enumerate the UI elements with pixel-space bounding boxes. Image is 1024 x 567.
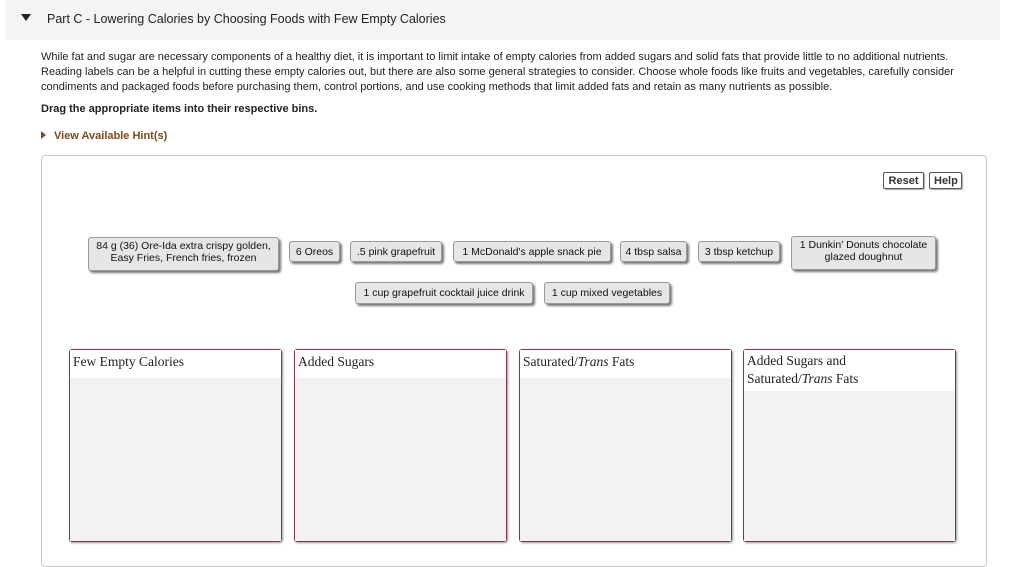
drag-item-ore-ida-fries[interactable] bbox=[88, 237, 279, 271]
drag-item-dunkin-doughnut[interactable] bbox=[791, 236, 936, 270]
instruction-text: Drag the appropriate items into their respective bins. bbox=[41, 103, 318, 115]
bin-title: Saturated/Trans Fats bbox=[520, 350, 731, 378]
bin-title: Added Sugars bbox=[295, 350, 506, 378]
bin-drop-area[interactable] bbox=[295, 378, 506, 541]
collapse-arrow-icon[interactable] bbox=[21, 14, 31, 21]
item-line: 84 g (36) Ore-Ida extra crispy golden, bbox=[96, 240, 271, 252]
italic-trans: Trans bbox=[801, 371, 833, 386]
bin-drop-area[interactable] bbox=[744, 391, 955, 541]
reset-button[interactable]: Reset bbox=[883, 172, 924, 189]
bin-added-sugars-and-saturated-trans-fats[interactable] bbox=[743, 349, 956, 542]
intro-text: While fat and sugar are necessary components of a healthy diet, it is important to limit intake of empty calories from added sugars and solid fats that provide little to no additional nutrients. Reading labels can be a helpful in cutting these empty calories out, but there are also some general strategies to consider. Choose whole foods like fruits and vegetables, carefully consider condiments and packaged foods before purchasing them, control portions, and use cooking methods that limit added fats and retain as many nutrients as possible. bbox=[41, 51, 954, 93]
drag-item-salsa[interactable]: 4 tbsp salsa bbox=[620, 241, 687, 262]
bin-added-sugars[interactable] bbox=[294, 349, 507, 542]
bin-saturated-trans-fats[interactable] bbox=[519, 349, 732, 542]
drag-item-mcdonalds-apple-pie[interactable]: 1 McDonald's apple snack pie bbox=[453, 241, 611, 262]
help-button[interactable]: Help bbox=[929, 172, 962, 189]
italic-trans: Trans bbox=[577, 354, 609, 369]
view-hints-link[interactable] bbox=[41, 130, 167, 142]
bin-title: Few Empty Calories bbox=[70, 350, 281, 378]
drag-drop-activity bbox=[41, 155, 987, 567]
bin-title: Added Sugars and Saturated/Trans Fats bbox=[744, 350, 955, 391]
drag-item-grapefruit-cocktail[interactable]: 1 cup grapefruit cocktail juice drink bbox=[355, 282, 533, 304]
bin-drop-area[interactable] bbox=[70, 378, 281, 541]
drag-item-mixed-vegetables[interactable]: 1 cup mixed vegetables bbox=[544, 282, 670, 304]
part-header[interactable] bbox=[5, 0, 1000, 40]
drag-item-oreos[interactable]: 6 Oreos bbox=[289, 241, 340, 262]
bin-few-empty-calories[interactable] bbox=[69, 349, 282, 542]
bin-drop-area[interactable] bbox=[520, 378, 731, 541]
view-hints-label: View Available Hint(s) bbox=[54, 130, 168, 142]
item-line: glazed doughnut bbox=[824, 251, 903, 263]
caret-right-icon bbox=[41, 131, 46, 139]
drag-item-ketchup[interactable]: 3 tbsp ketchup bbox=[698, 241, 780, 262]
drag-item-pink-grapefruit[interactable]: .5 pink grapefruit bbox=[350, 241, 442, 262]
item-line: Easy Fries, French fries, frozen bbox=[110, 252, 257, 264]
item-line: 1 Dunkin' Donuts chocolate bbox=[799, 239, 928, 251]
part-title: Part C - Lowering Calories by Choosing Foods with Few Empty Calories bbox=[47, 12, 446, 26]
